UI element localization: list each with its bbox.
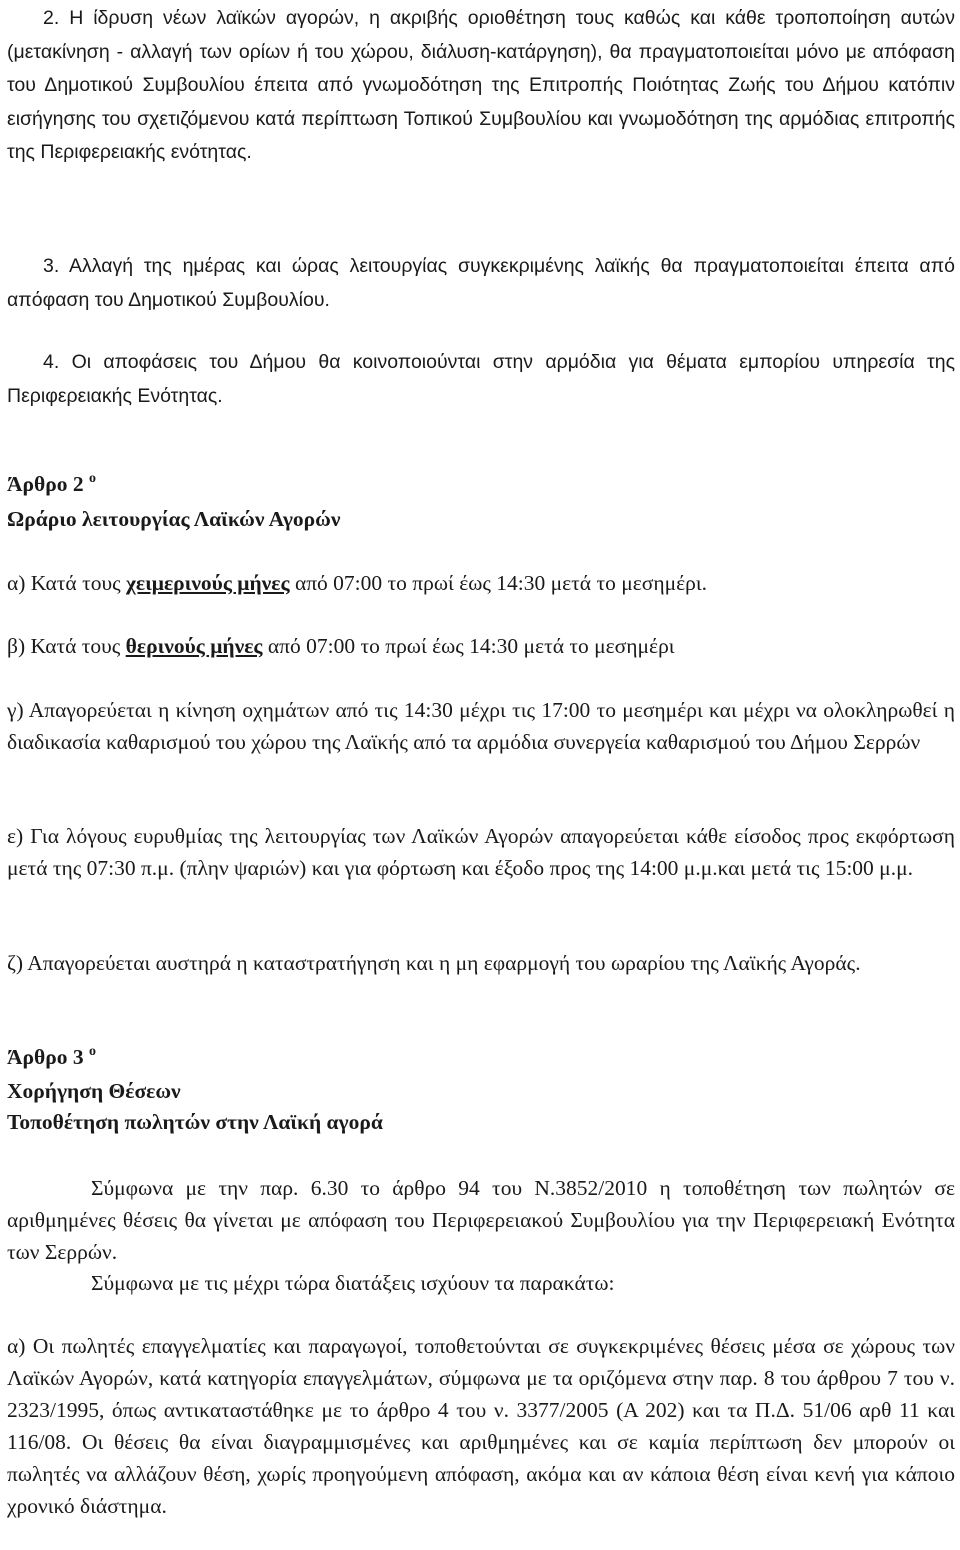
- article-2-item-a: [7, 567, 955, 599]
- article-2-item-z: ζ) Απαγορεύεται αυστηρά η καταστρατήγηση και η μη εφαρμογή του ωραρίου της Λαϊκής Αγοράς.: [7, 951, 861, 975]
- article-2-item-c: γ) Απαγορεύεται η κίνηση οχημάτων από τις 14:30 μέχρι τις 17:00 το μεσημέρι και μέχρι να ολοκληρωθεί η διαδικασία καθαρισμού του χώρου της Λαϊκής από τα αρμόδια συνεργεία καθαρισμού του Δήμου Σερρών: [7, 698, 955, 754]
- article-3-heading-text: Άρθρο 3: [7, 1045, 84, 1069]
- item-4-number: 4.: [43, 351, 60, 373]
- article-2-item-a-emphasis: χειμερινούς μήνες: [126, 571, 290, 595]
- article-2-heading-text: Άρθρο 2: [7, 472, 84, 496]
- item-2-text: Η ίδρυση νέων λαϊκών αγορών, η ακριβής οριοθέτηση τους καθώς και κάθε τροποποίηση αυτών (μετακίνηση - αλλαγή των ορίων ή του χώρου, διάλυση-κατάργηση), θα πραγματοποιείται μόνο με απόφαση του Δημοτικού Συμβουλίου έπειτα από γνωμοδότηση της Επιτροπής Ποιότητας Ζωής του Δήμου κατόπιν εισήγησης του σχετιζόμενου κατά περίπτωση Τοπικού Συμβουλίου και γνωμοδότηση της αρμόδιας επιτροπής της Περιφερειακής ενότητας.: [7, 7, 955, 163]
- article-2-subtitle: Ωράριο λειτουργίας Λαϊκών Αγορών: [7, 507, 341, 531]
- article-2-item-b-suffix: από 07:00 το πρωί έως 14:30 μετά το μεσημέρι: [262, 634, 675, 658]
- article-2-item-a-suffix: από 07:00 το πρωί έως 14:30 μετά το μεσημέρι.: [289, 571, 708, 595]
- item-3-paragraph: [7, 250, 955, 317]
- article-2-item-b-prefix: β) Κατά τους: [7, 634, 126, 658]
- article-2-item-b-emphasis: θερινούς μήνες: [125, 634, 263, 658]
- item-4-paragraph: [7, 346, 955, 413]
- article-2-item-e: ε) Για λόγους ευρυθμίας της λειτουργίας των Λαϊκών Αγορών απαγορεύεται κάθε είσοδος προς εκφόρτωση μετά της 07:30 π.μ. (πλην ψαριών) και για φόρτωση και έξοδο προς της 14:00 μ.μ.και μετά τις 15:00 μ.μ.: [7, 824, 955, 880]
- article-3-heading-sup: ο: [89, 1044, 97, 1059]
- item-2-number: 2.: [43, 7, 60, 29]
- article-3-paragraph-1: Σύμφωνα με την παρ. 6.30 το άρθρο 94 του Ν.3852/2010 η τοποθέτηση των πωλητών σε αριθμημένες θέσεις θα γίνεται με απόφαση του Περιφερειακού Συμβουλίου για την Περιφερειακή Ενότητα των Σερρών.: [7, 1176, 955, 1264]
- article-3-subtitle-1: Χορήγηση Θέσεων: [7, 1079, 181, 1103]
- item-3-number: 3.: [43, 255, 60, 277]
- article-3-heading: [7, 1041, 955, 1073]
- article-2-heading-sup: ο: [89, 471, 97, 486]
- article-2-item-b: [7, 630, 955, 662]
- article-3-subtitle-2: Τοποθέτηση πωλητών στην Λαϊκή αγορά: [7, 1110, 383, 1134]
- article-2-item-a-prefix: α) Κατά τους: [7, 571, 126, 595]
- item-2-paragraph: [7, 2, 955, 170]
- article-3-paragraph-2: Σύμφωνα με τις μέχρι τώρα διατάξεις ισχύουν τα παρακάτω:: [91, 1271, 615, 1295]
- item-3-text: Αλλαγή της ημέρας και ώρας λειτουργίας συγκεκριμένης λαϊκής θα πραγματοποιείται έπειτα από απόφαση του Δημοτικού Συμβουλίου.: [7, 255, 955, 311]
- article-3-item-a: α) Οι πωλητές επαγγελματίες και παραγωγοί, τοποθετούνται σε συγκεκριμένες θέσεις μέσα σε χώρους των Λαϊκών Αγορών, κατά κατηγορία επαγγελμάτων, σύμφωνα με τα οριζόμενα στην παρ. 8 του άρθρου 7 του ν. 2323/1995, όπως αντικαταστάθηκε με το άρθρο 4 του ν. 3377/2005 (Α 202) και τα Π.Δ. 51/06 αρθ 11 και 116/08. Οι θέσεις θα είναι διαγραμμισμένες και αριθμημένες και σε καμία περίπτωση δεν μπορούν οι πωλητές να αλλάζουν θέση, χωρίς προηγούμενη απόφαση, ακόμα και αν κάποια θέση είναι κενή για κάποιο χρονικό διάστημα.: [7, 1334, 955, 1518]
- article-2-heading: [7, 468, 955, 500]
- item-4-text: Οι αποφάσεις του Δήμου θα κοινοποιούνται στην αρμόδια για θέματα εμπορίου υπηρεσία της Περιφερειακής Ενότητας.: [7, 351, 955, 407]
